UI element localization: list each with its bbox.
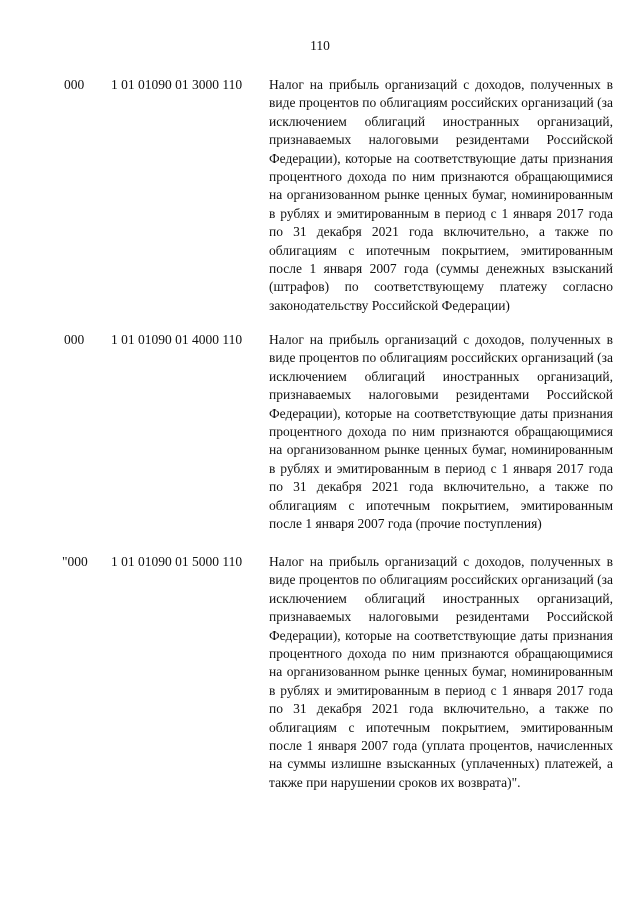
entry-budget-code: 1 01 01090 01 3000 110	[111, 77, 243, 92]
entry-description: Налог на прибыль организаций с доходов, полученных в виде процентов по облигациям российских организаций (за исключением облигаций иностранных организаций, признаваемых налоговыми резидентами Российской Федерации), которые на соответствующие даты признания процентного дохода по ним признаются обращающимися на организованном рынке ценных бумаг, номинированным в рублях и эмитированным в период с 1 января 2017 года по 31 декабря 2021 года включительно, а также по облигациям с ипотечным покрытием, эмитированным после 1 января 2007 года (уплата процентов, начисленных на суммы излишне взысканных (уплаченных) платежей, а также при нарушении сроков их возврата)".	[269, 554, 613, 790]
entry-admin-code: 000	[64, 332, 85, 347]
entry-description: Налог на прибыль организаций с доходов, полученных в виде процентов по облигациям российских организаций (за исключением облигаций иностранных организаций, признаваемых налоговыми резидентами Российской Федерации), которые на соответствующие даты признания процентного дохода по ним признаются обращающимися на организованном рынке ценных бумаг, номинированным в рублях и эмитированным в период с 1 января 2017 года по 31 декабря 2021 года включительно, а также по облигациям с ипотечным покрытием, эмитированным после 1 января 2007 года (суммы денежных взысканий (штрафов) по соответствующему платежу согласно законодательству Российской Федерации)	[269, 77, 613, 313]
entry-admin-code: "000	[62, 554, 88, 569]
page-number: 110	[310, 38, 330, 53]
entry-admin-code: 000	[64, 77, 85, 92]
entry-description: Налог на прибыль организаций с доходов, полученных в виде процентов по облигациям российских организаций (за исключением облигаций иностранных организаций, признаваемых налоговыми резидентами Российской Федерации), которые на соответствующие даты признания процентного дохода по ним признаются обращающимися на организованном рынке ценных бумаг, номинированным в рублях и эмитированным в период с 1 января 2017 года по 31 декабря 2021 года включительно, а также по облигациям с ипотечным покрытием, эмитированным после 1 января 2007 года (прочие поступления)	[269, 332, 613, 532]
entry-budget-code: 1 01 01090 01 5000 110	[111, 554, 243, 569]
entry-budget-code: 1 01 01090 01 4000 110	[111, 332, 243, 347]
